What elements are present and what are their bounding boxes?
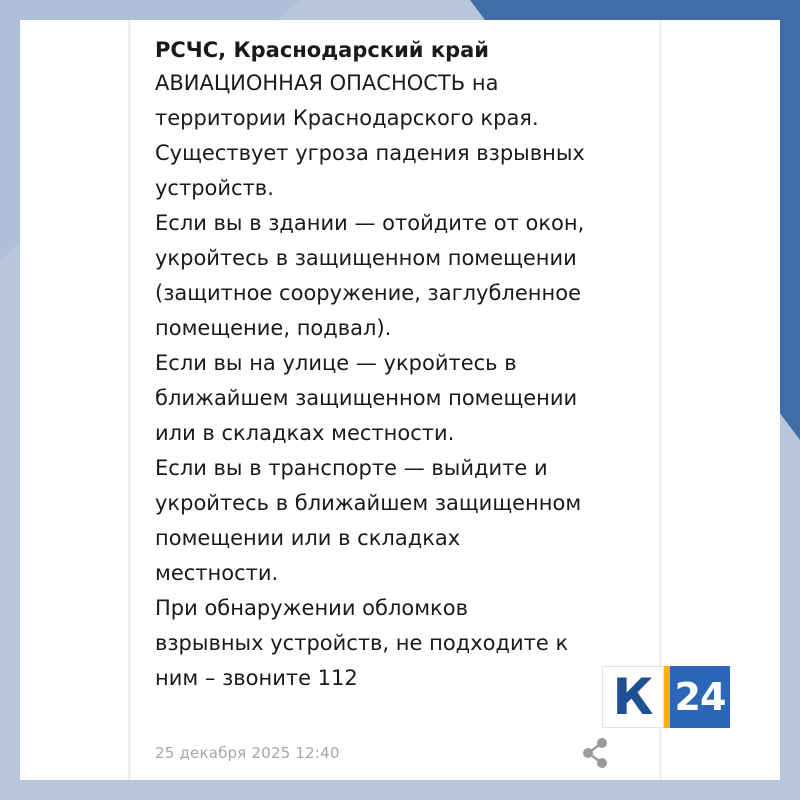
share-icon[interactable] xyxy=(580,736,610,770)
message-line: устройств. xyxy=(155,176,274,200)
message-line: или в складках местности. xyxy=(155,421,455,445)
message-post xyxy=(155,34,655,696)
message-line: местности. xyxy=(155,561,279,585)
message-line: ним – звоните 112 xyxy=(155,666,358,690)
message-line: территории Краснодарского края. xyxy=(155,106,539,130)
message-line: АВИАЦИОННАЯ ОПАСНОСТЬ на xyxy=(155,71,499,95)
logo-letter: К xyxy=(602,666,664,728)
message-line: Существует угроза падения взрывных xyxy=(155,141,585,165)
message-line: ближайшем защищенном помещении xyxy=(155,386,578,410)
message-line: При обнаружении обломков xyxy=(155,596,468,620)
message-timestamp: 25 декабря 2025 12:40 xyxy=(155,744,340,762)
message-line: укройтесь в защищенном помещении xyxy=(155,246,577,270)
k24-logo xyxy=(602,666,732,728)
message-line: помещении или в складках xyxy=(155,526,461,550)
message-line: помещение, подвал). xyxy=(155,316,392,340)
message-line: взрывных устройств, не подходите к xyxy=(155,631,569,655)
message-line: Если вы в транспорте — выйдите и xyxy=(155,456,548,480)
message-line: (защитное сооружение, заглубленное xyxy=(155,281,581,305)
message-line: Если вы в здании — отойдите от окон, xyxy=(155,211,585,235)
message-line: укройтесь в ближайшем защищенном xyxy=(155,491,582,515)
message-line: Если вы на улице — укройтесь в xyxy=(155,351,517,375)
message-sender[interactable]: РСЧС, Краснодарский край xyxy=(155,38,490,62)
logo-number: 24 xyxy=(670,666,730,728)
